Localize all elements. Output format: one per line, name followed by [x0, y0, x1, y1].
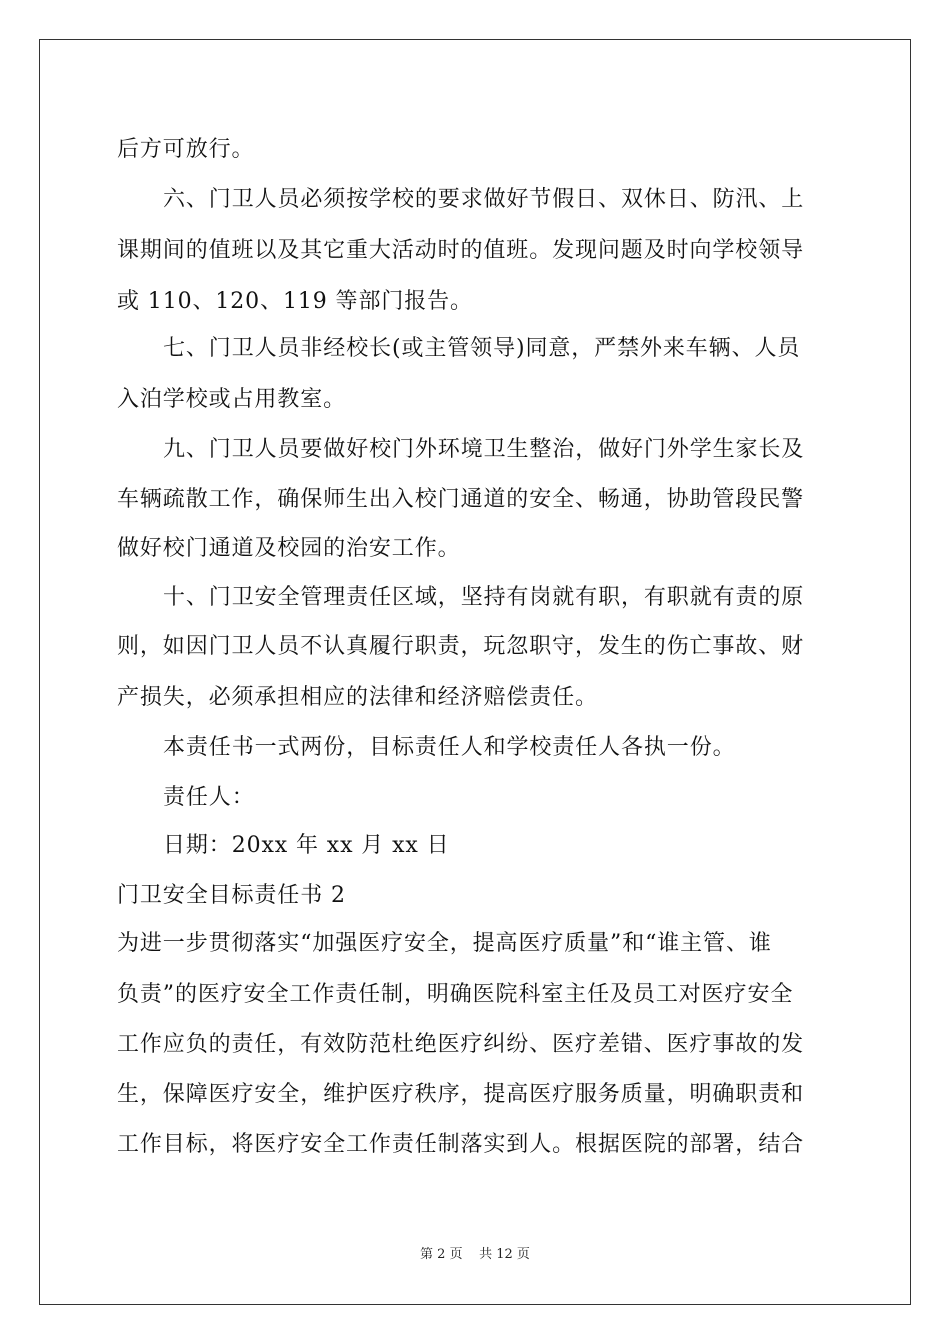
text-line: 工作目标，将医疗安全工作责任制落实到人。根据医院的部署，结合	[117, 1132, 805, 1157]
text-line: 后方可放行。	[117, 137, 255, 162]
text-line: 工作应负的责任，有效防范杜绝医疗纠纷、医疗差错、医疗事故的发	[117, 1032, 805, 1057]
text-line: 负责”的医疗安全工作责任制，明确医院科室主任及员工对医疗安全	[117, 982, 794, 1007]
page-footer	[0, 1246, 950, 1264]
page-number: 第 2 页	[420, 1247, 463, 1262]
text-line: 十、门卫安全管理责任区域，坚持有岗就有职，有职就有责的原	[163, 585, 805, 610]
text-line: 九、门卫人员要做好校门外环境卫生整治，做好门外学生家长及	[163, 437, 805, 462]
text-line: 或 110、120、119 等部门报告。	[117, 289, 473, 314]
text-line: 课期间的值班以及其它重大活动时的值班。发现问题及时向学校领导	[117, 238, 805, 263]
section-heading: 门卫安全目标责任书 2	[117, 883, 346, 908]
text-line: 做好校门通道及校园的治安工作。	[117, 536, 461, 561]
text-line: 日期：20xx 年 xx 月 xx 日	[163, 833, 450, 858]
text-line: 产损失，必须承担相应的法律和经济赔偿责任。	[117, 685, 598, 710]
page-border	[39, 39, 911, 1305]
text-line: 生，保障医疗安全，维护医疗秩序，提高医疗服务质量，明确职责和	[117, 1082, 805, 1107]
text-line: 七、门卫人员非经校长(或主管领导)同意，严禁外来车辆、人员	[163, 336, 801, 361]
text-line: 入泊学校或占用教室。	[117, 387, 347, 412]
text-line: 本责任书一式两份，目标责任人和学校责任人各执一份。	[163, 735, 736, 760]
text-line: 六、门卫人员必须按学校的要求做好节假日、双休日、防汛、上	[163, 187, 805, 212]
text-line: 为进一步贯彻落实“加强医疗安全，提高医疗质量”和“谁主管、谁	[117, 931, 772, 956]
page-total: 共 12 页	[479, 1247, 530, 1262]
text-line: 责任人：	[163, 785, 255, 810]
text-line: 车辆疏散工作，确保师生出入校门通道的安全、畅通，协助管段民警	[117, 487, 805, 512]
text-line: 则，如因门卫人员不认真履行职责，玩忽职守，发生的伤亡事故、财	[117, 634, 805, 659]
